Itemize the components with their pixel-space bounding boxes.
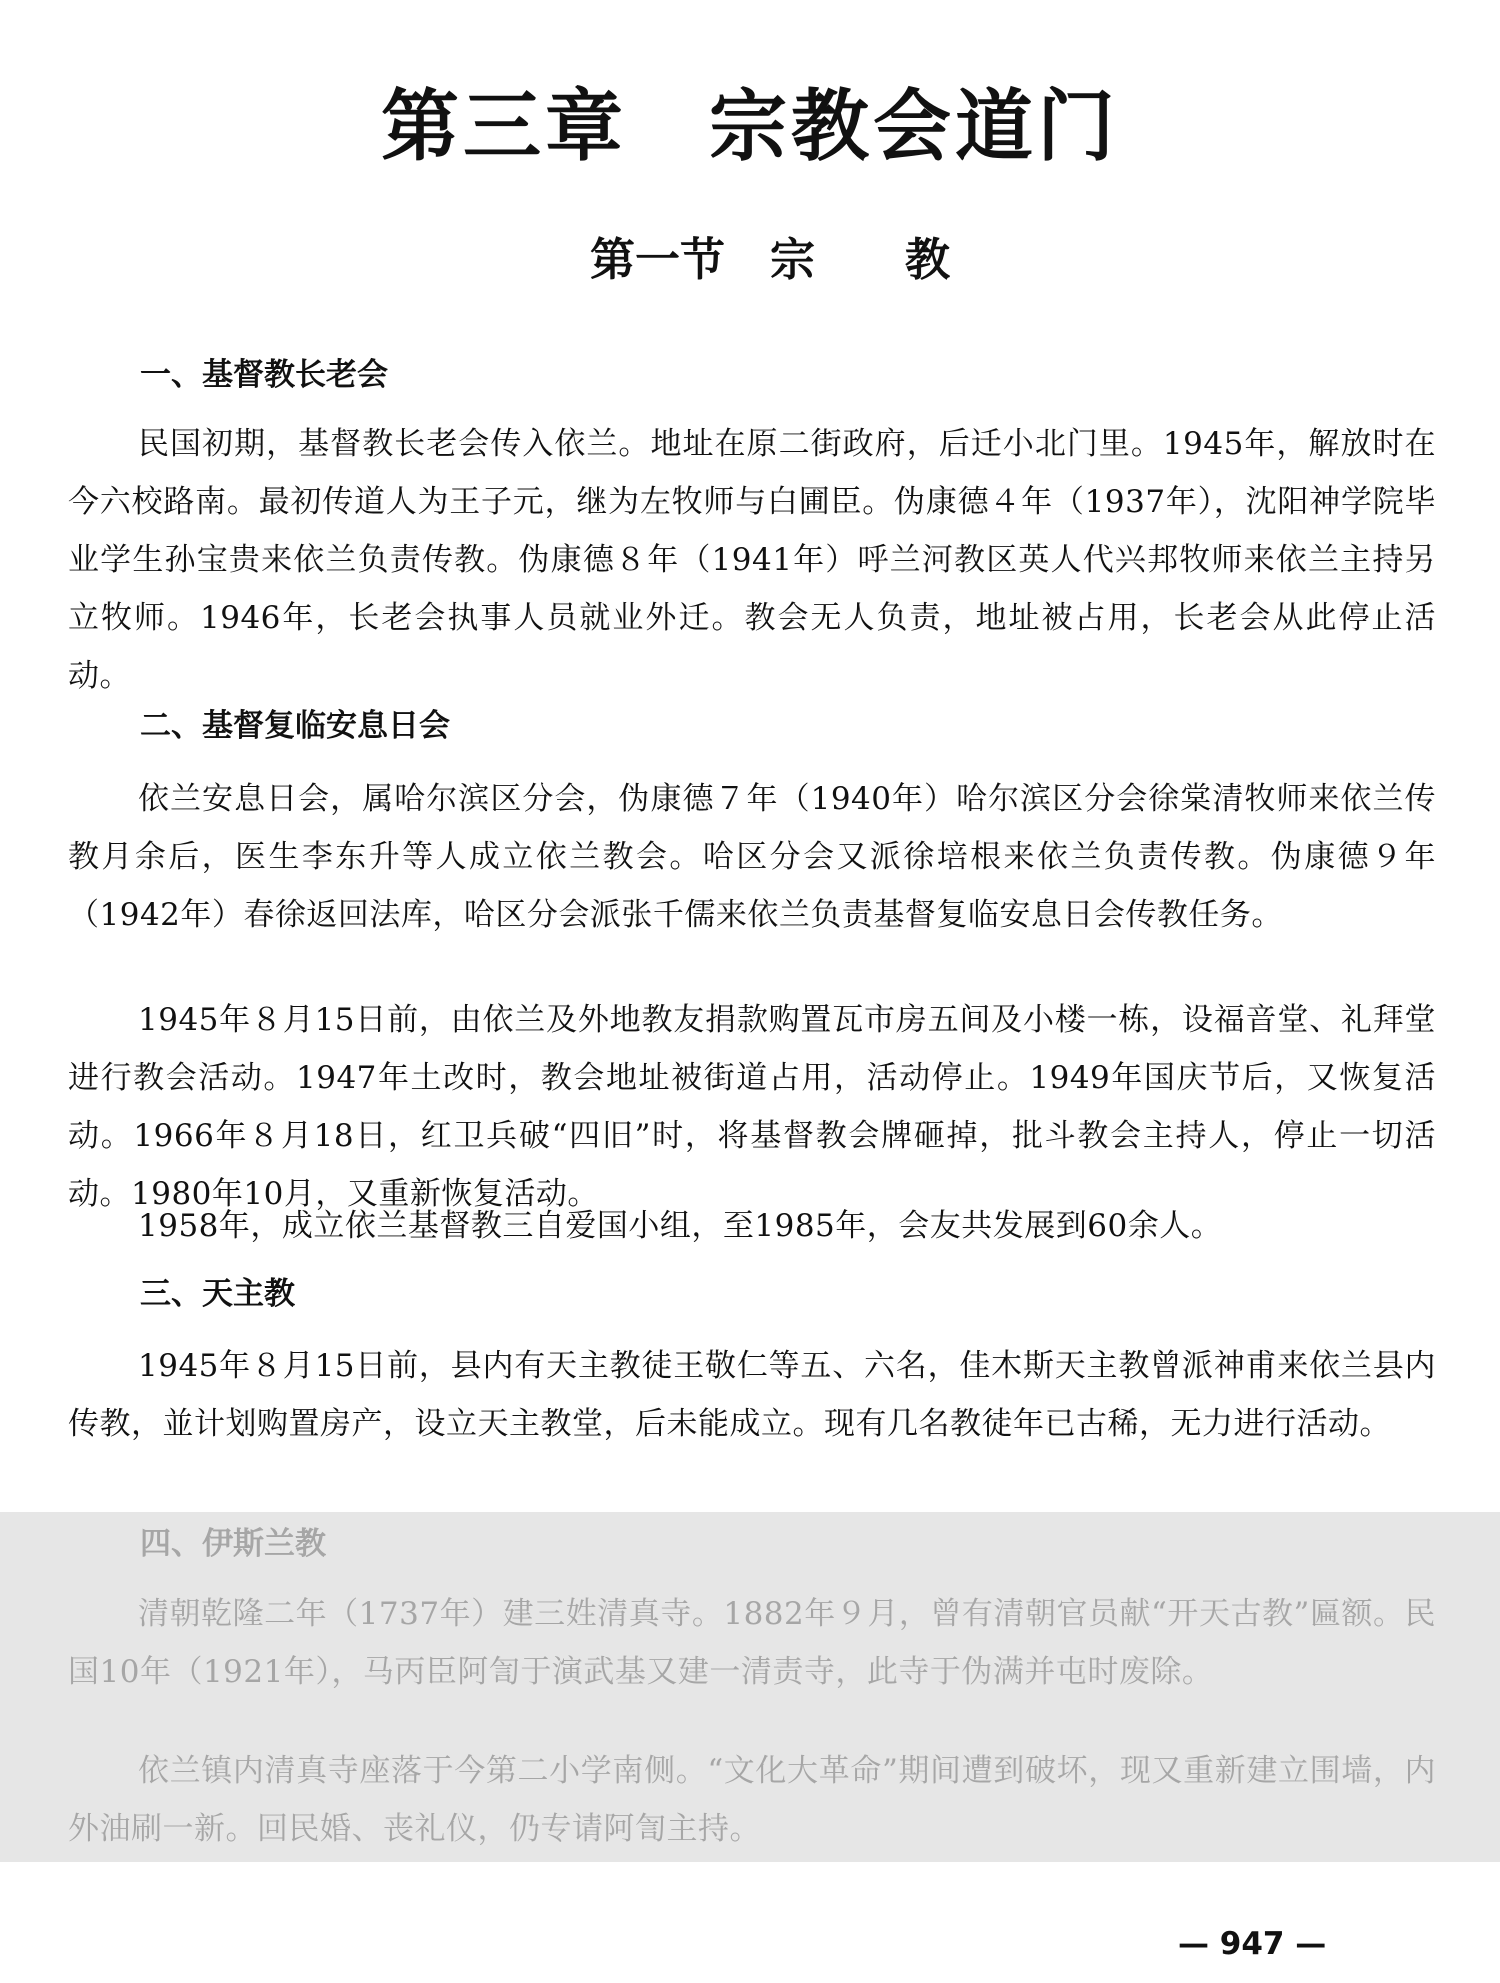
heading-presbyterian: 一、基督教长老会 [140, 357, 388, 393]
section-title: 第一节 宗 教 [589, 233, 950, 286]
heading-islam: 四、伊斯兰教 [140, 1526, 326, 1562]
paragraph: 依兰安息日会，属哈尔滨区分会，伪康德７年（1940年）哈尔滨区分会徐棠清牧师来依兰传教月余后，医生李东升等人成立依兰教会。哈区分会又派徐培根来依兰负责传教。伪康德９年（1942年）春徐返回法库，哈区分会派张千儒来依兰负责基督复临安息日会传教任务。 [68, 781, 1436, 933]
paragraph: 1945年８月15日前，县内有天主教徒王敬仁等五、六名，佳木斯天主教曾派神甫来依兰县内传教，並计划购置房产，设立天主教堂，后未能成立。现有几名教徒年已古稀，无力进行活动。 [68, 1348, 1436, 1442]
heading-adventist: 二、基督复临安息日会 [140, 708, 450, 744]
chapter-title: 第三章 宗教会道门 [380, 82, 1119, 172]
paragraph: 1958年，成立依兰基督教三自爱国小组，至1985年，会友共发展到60余人。 [138, 1208, 1223, 1244]
paragraph: 依兰镇内清真寺座落于今第二小学南侧。“文化大革命”期间遭到破坏，现又重新建立围墙，内外油刷一新。回民婚、丧礼仪，仍专请阿訇主持。 [68, 1753, 1436, 1847]
paragraph: 民国初期，基督教长老会传入依兰。地址在原二街政府，后迁小北门里。1945年，解放时在今六校路南。最初传道人为王子元，继为左牧师与白圃臣。伪康德４年（1937年），沈阳神学院毕业学生孙宝贵来依兰负责传教。伪康德８年（1941年）呼兰河教区英人代兴邦牧师来依兰主持另立牧师。1946年，长老会执事人员就业外迁。教会无人负责，地址被占用，长老会从此停止活动。 [68, 426, 1436, 694]
paragraph: 1945年８月15日前，由依兰及外地教友捐款购置瓦市房五间及小楼一栋，设福音堂、礼拜堂进行教会活动。1947年土改时，教会地址被街道占用，活动停止。1949年国庆节后，又恢复活动。1966年８月18日，红卫兵破“四旧”时，将基督教会牌砸掉，批斗教会主持人，停止一切活动。1980年10月，又重新恢复活动。 [68, 1002, 1436, 1212]
heading-catholic: 三、天主教 [140, 1276, 295, 1312]
paragraph: 清朝乾隆二年（1737年）建三姓清真寺。1882年９月，曾有清朝官员献“开天古教”匾额。民国10年（1921年），马丙臣阿訇于演武基又建一清责寺，此寺于伪满并屯时废除。 [68, 1596, 1436, 1690]
page-number: — 947 — [1178, 1926, 1327, 1962]
